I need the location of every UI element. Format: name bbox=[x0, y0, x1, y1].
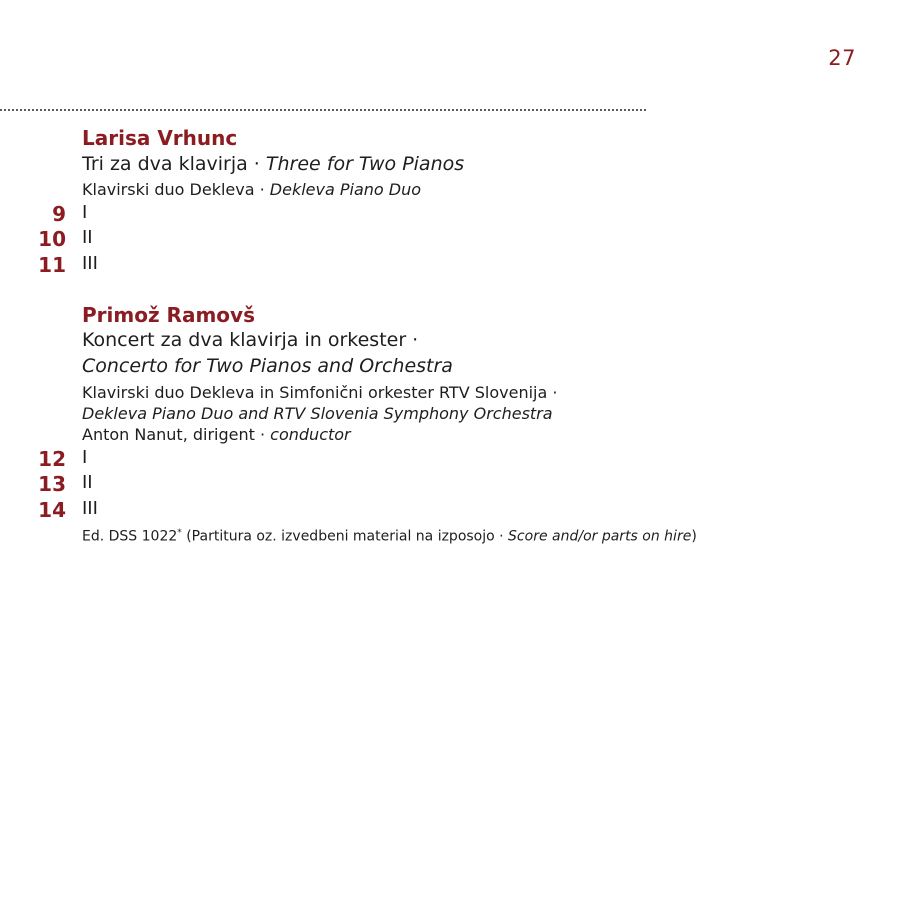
track-movement: II bbox=[82, 472, 93, 493]
track-movement: III bbox=[82, 253, 98, 274]
edition-number: Ed. DSS 1022 bbox=[82, 528, 178, 545]
track-number: 14 bbox=[38, 498, 66, 522]
work-title bbox=[82, 153, 464, 175]
track-movement: I bbox=[82, 202, 88, 223]
edition-note-en: Score and/or parts on hire bbox=[508, 528, 692, 545]
track-row bbox=[0, 498, 300, 523]
work-title-en: Three for Two Pianos bbox=[265, 153, 465, 175]
conductor-line bbox=[82, 425, 351, 444]
track-number: 13 bbox=[38, 472, 66, 496]
edition-note-si: (Partitura oz. izvedbeni material na izposojo · bbox=[181, 528, 509, 545]
performer-si: Klavirski duo Dekleva in Simfonični orkester RTV Slovenija · bbox=[82, 383, 558, 402]
edition-asterisk: * bbox=[177, 528, 182, 538]
conductor-si: Anton Nanut, dirigent · bbox=[82, 425, 271, 444]
track-row bbox=[0, 447, 300, 472]
track-row bbox=[0, 227, 300, 252]
track-row bbox=[0, 202, 300, 227]
track-number: 12 bbox=[38, 447, 66, 471]
work-title-si: Tri za dva klavirja · bbox=[82, 153, 266, 175]
track-row bbox=[0, 472, 300, 497]
track-number: 9 bbox=[52, 202, 66, 226]
dotted-divider bbox=[0, 109, 646, 111]
work-title-si: Koncert za dva klavirja in orkester · bbox=[82, 329, 419, 351]
track-movement: III bbox=[82, 498, 98, 519]
performer-si: Klavirski duo Dekleva · bbox=[82, 180, 270, 199]
edition-close-paren: ) bbox=[691, 528, 697, 545]
page-number: 27 bbox=[828, 46, 856, 70]
composer-name: Primož Ramovš bbox=[82, 303, 255, 327]
track-number: 11 bbox=[38, 253, 66, 277]
track-row bbox=[0, 253, 300, 278]
performer-en: Dekleva Piano Duo and RTV Slovenia Symphony Orchestra bbox=[82, 404, 553, 423]
track-number: 10 bbox=[38, 227, 66, 251]
performer-line bbox=[82, 180, 421, 199]
composer-name: Larisa Vrhunc bbox=[82, 126, 238, 150]
track-movement: I bbox=[82, 447, 88, 468]
work-title-en: Concerto for Two Pianos and Orchestra bbox=[82, 355, 453, 377]
edition-note bbox=[82, 528, 697, 545]
performer-en: Dekleva Piano Duo bbox=[269, 180, 422, 199]
conductor-en: conductor bbox=[270, 425, 351, 444]
track-movement: II bbox=[82, 227, 93, 248]
